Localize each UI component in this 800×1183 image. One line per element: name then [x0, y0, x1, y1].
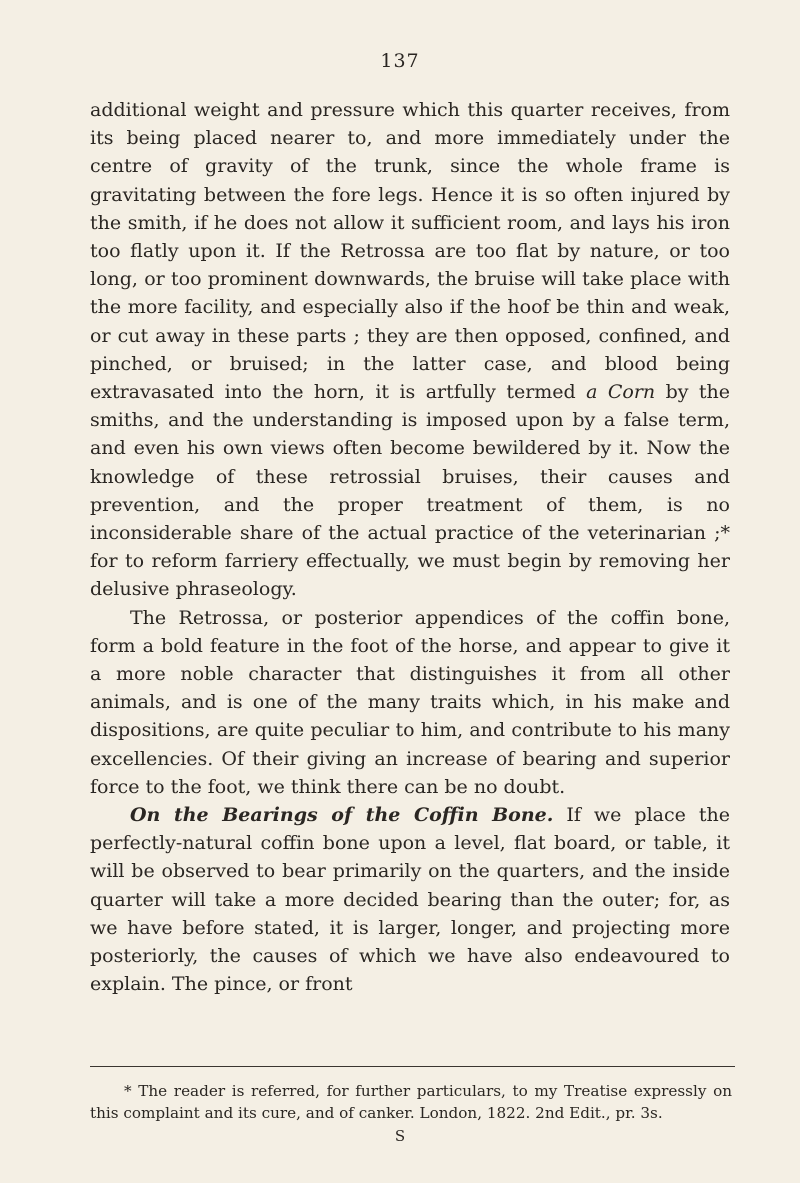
- paragraph-1-continuation: by the smiths, and the understanding is imposed upon by a false term, and even his own views often become bewildered by it. Now the knowledge of these retrossial bruises, their causes and prevention, and the proper treatment of them, is no inconsiderable share of the actual practice of the veterinarian ;* for to reform farriery effectually, we must begin by removing her delusive phraseology.: [90, 381, 731, 601]
- section-heading: On the Bearings of the Coffin Bone.: [130, 804, 554, 827]
- italic-term-corn: a Corn: [586, 381, 656, 404]
- paragraph-1: [90, 96, 730, 604]
- paragraph-3: [90, 801, 730, 998]
- footnote: [90, 1080, 732, 1124]
- footnote-divider: [90, 1066, 735, 1067]
- paragraph-1-text: additional weight and pressure which this quarter receives, from its being placed nearer to, and more immediately under the centre of gravity of the trunk, since the whole frame is gravitating between the fore legs. Hence it is so often injured by the smith, if he does not allow it sufficient room, and lays his iron too flatly upon it. If the Retrossa are too flat by nature, or too long, or too prominent downwards, the bruise will take place with the more facility, and especially also if the hoof be thin and weak, or cut away in these parts ; they are then opposed, confined, and pinched, or bruised; in the latter case, and blood being extravasated into the horn, it is artfully termed: [90, 99, 730, 404]
- page-number: 137: [380, 50, 420, 72]
- body-text: [90, 96, 730, 999]
- signature-mark: S: [394, 1127, 406, 1145]
- footnote-text: * The reader is referred, for further particulars, to my Treatise expressly on this complaint and its cure, and of canker. London, 1822. 2nd Edit., pr. 3s.: [90, 1082, 732, 1122]
- paragraph-2: The Retrossa, or posterior appendices of the coffin bone, form a bold feature in the foot of the horse, and appear to give it a more noble character that distinguishes it from all other animals, and is one of the many traits which, in his make and dispositions, are quite peculiar to him, and contribute to his many excellencies. Of their giving an increase of bearing and superior force to the foot, we think there can be no doubt.: [90, 606, 730, 798]
- paragraph-3-text: If we place the perfectly-natural coffin bone upon a level, flat board, or table, it will be observed to bear primarily on the quarters, and the inside quarter will take a more decided bearing than the outer; for, as we have before stated, it is larger, longer, and projecting more posteriorly, the causes of which we have also endeavoured to explain. The pince, or front: [90, 804, 730, 996]
